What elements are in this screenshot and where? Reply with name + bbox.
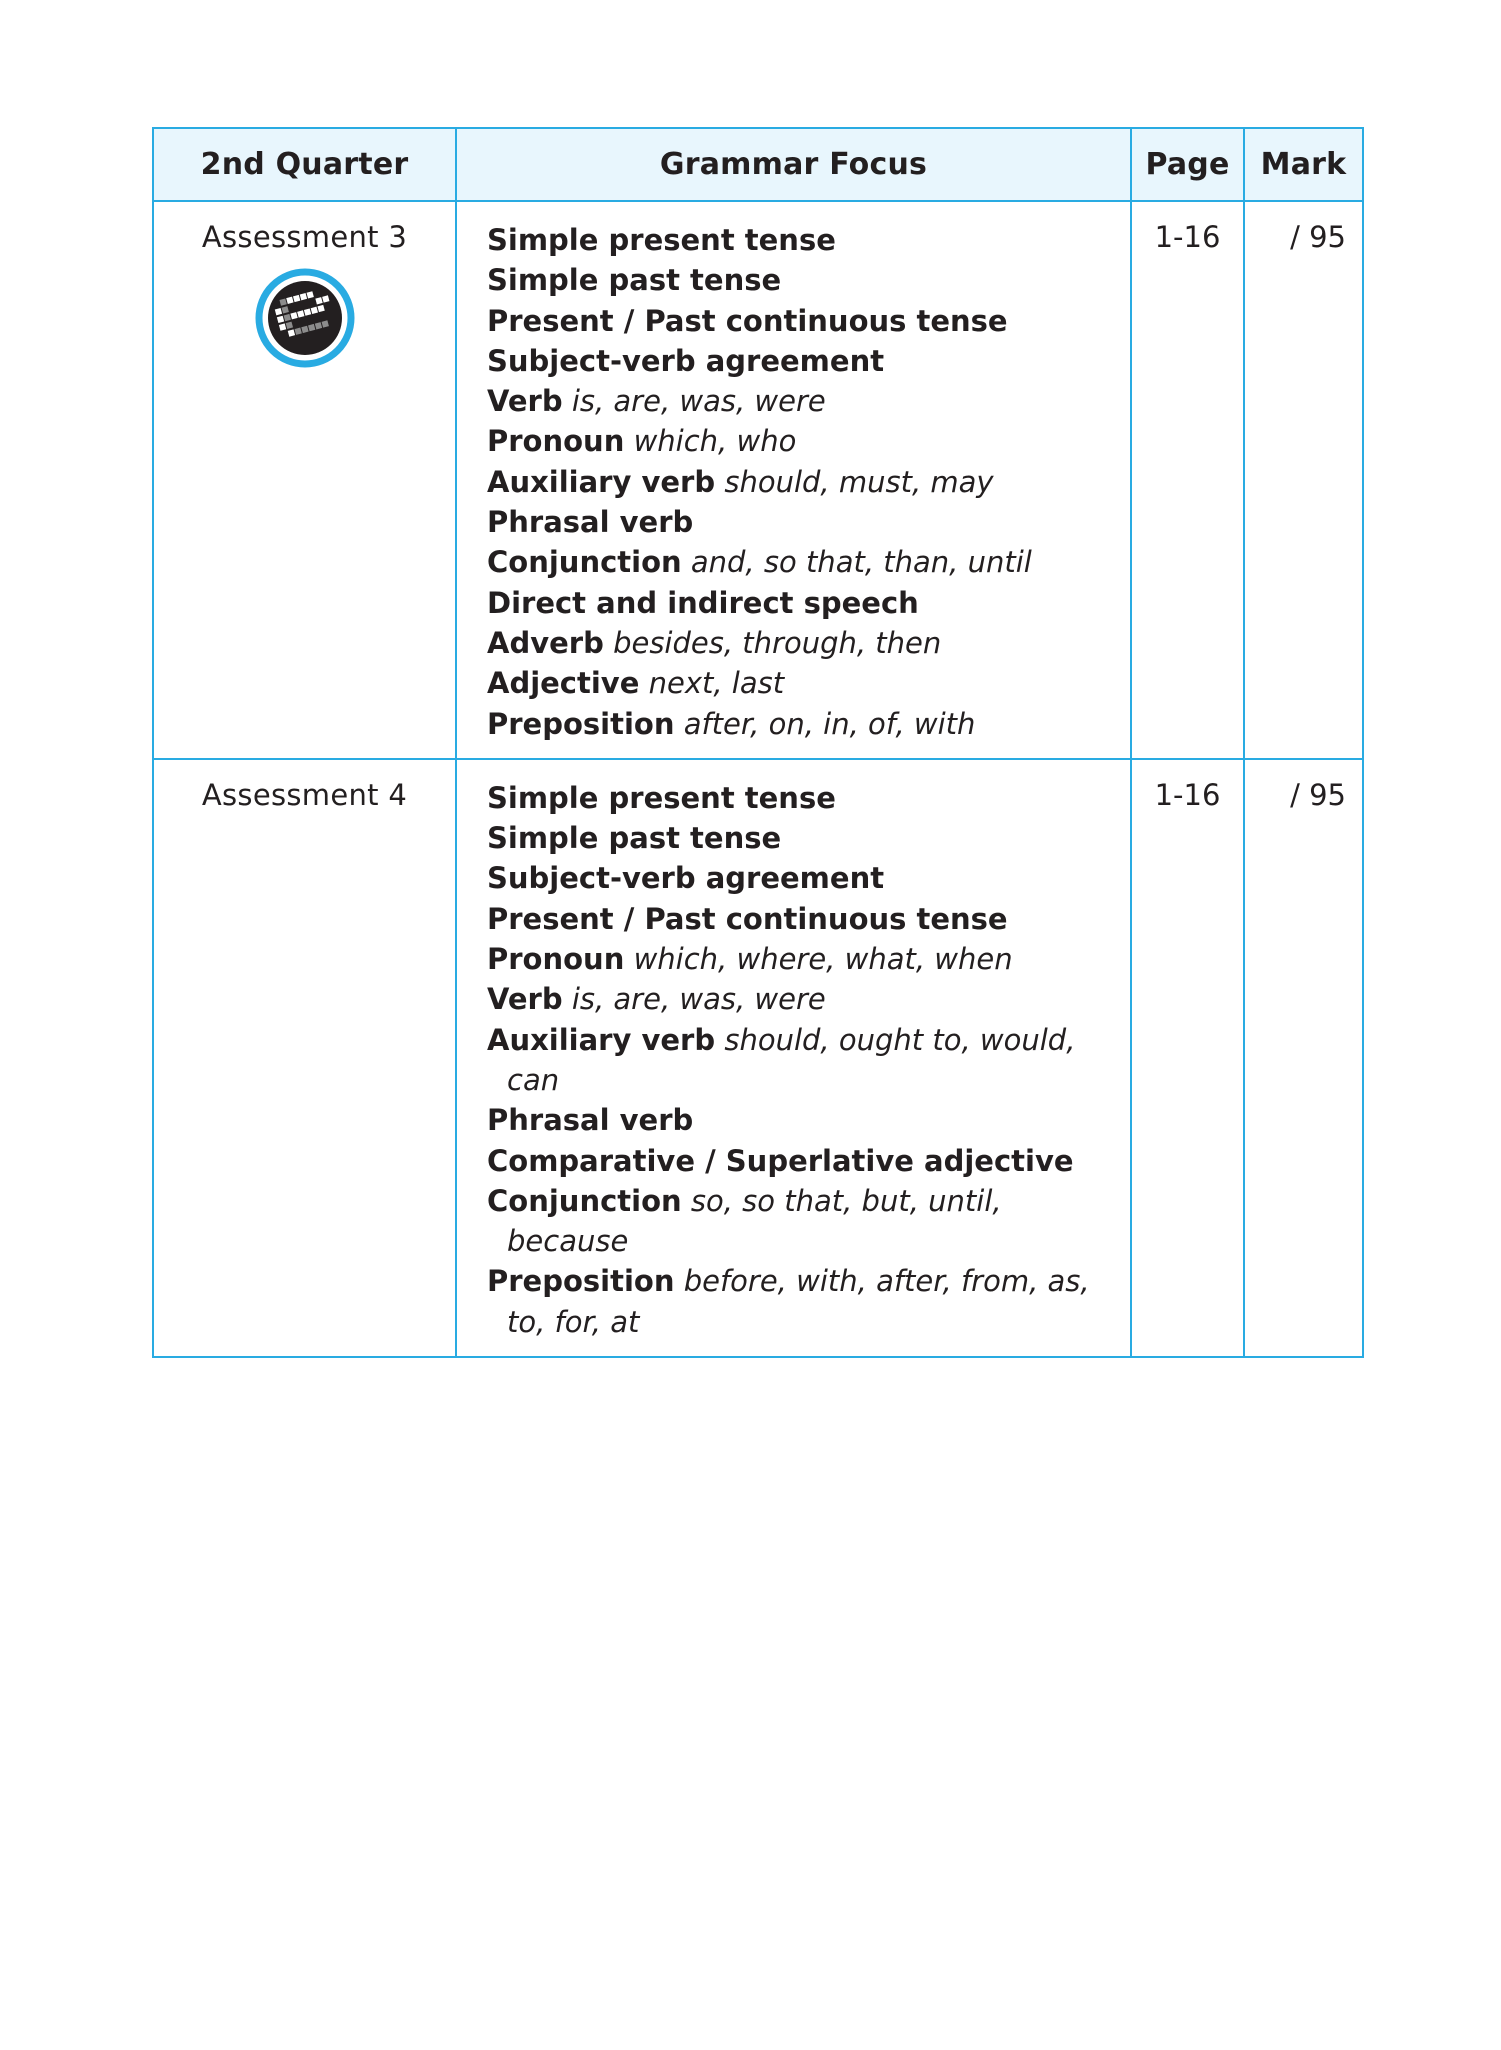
header-page: Page xyxy=(1131,128,1244,201)
table-row-assessment-4 xyxy=(153,759,1363,1357)
header-grammar-focus: Grammar Focus xyxy=(456,128,1131,201)
focus-item: Simple past tense xyxy=(487,263,782,298)
grammar-focus-cell xyxy=(456,759,1131,1357)
focus-item: Adverb besides, through, then xyxy=(487,625,942,660)
assessment-label: Assessment 4 xyxy=(201,777,408,812)
focus-item: Phrasal verb xyxy=(487,505,694,540)
table-header xyxy=(153,128,1363,201)
focus-item: Phrasal verb xyxy=(487,1103,694,1138)
focus-item: Direct and indirect speech xyxy=(487,585,919,620)
focus-item: Simple present tense xyxy=(487,780,836,815)
grammar-focus-table xyxy=(152,127,1364,1358)
focus-item: Present / Past continuous tense xyxy=(487,303,1008,338)
mark-cell: / 95 xyxy=(1244,201,1363,759)
assessment-cell xyxy=(153,759,456,1357)
focus-item: Comparative / Superlative adjective xyxy=(487,1143,1074,1178)
focus-item: Verb is, are, was, were xyxy=(487,982,826,1017)
focus-item: Verb is, are, was, were xyxy=(487,384,826,419)
focus-item: Simple present tense xyxy=(487,223,836,257)
focus-item: Adjective next, last xyxy=(487,666,785,701)
focus-item: Conjunction so, so that, but, until, because xyxy=(487,1183,1002,1259)
focus-item: Simple past tense xyxy=(487,821,782,856)
focus-item: Auxiliary verb should, must, may xyxy=(487,464,994,499)
assessment-cell xyxy=(153,201,456,759)
assessment-label: Assessment 3 xyxy=(201,220,408,254)
table-row-assessment-3 xyxy=(153,201,1363,759)
focus-item: Preposition after, on, in, of, with xyxy=(487,706,976,741)
mark-cell: / 95 xyxy=(1244,759,1363,1357)
focus-item: Pronoun which, who xyxy=(487,424,797,459)
focus-item: Subject-verb agreement xyxy=(487,343,885,378)
focus-item: Pronoun which, where, what, when xyxy=(487,942,1013,977)
focus-item: Preposition before, with, after, from, as, to, for, at xyxy=(487,1264,1090,1339)
focus-item: Present / Past continuous tense xyxy=(487,901,1008,936)
focus-item: Auxiliary verb should, ought to, would, can xyxy=(487,1022,1076,1097)
focus-item: Conjunction and, so that, than, until xyxy=(487,545,1032,580)
header-mark: Mark xyxy=(1244,128,1363,201)
header-quarter: 2nd Quarter xyxy=(153,128,456,201)
page-range-cell: 1-16 xyxy=(1131,759,1244,1357)
page-range-cell: 1-16 xyxy=(1131,201,1244,759)
crossword-puzzle-icon xyxy=(255,268,355,368)
grammar-focus-cell xyxy=(456,201,1131,759)
focus-item: Subject-verb agreement xyxy=(487,861,885,896)
